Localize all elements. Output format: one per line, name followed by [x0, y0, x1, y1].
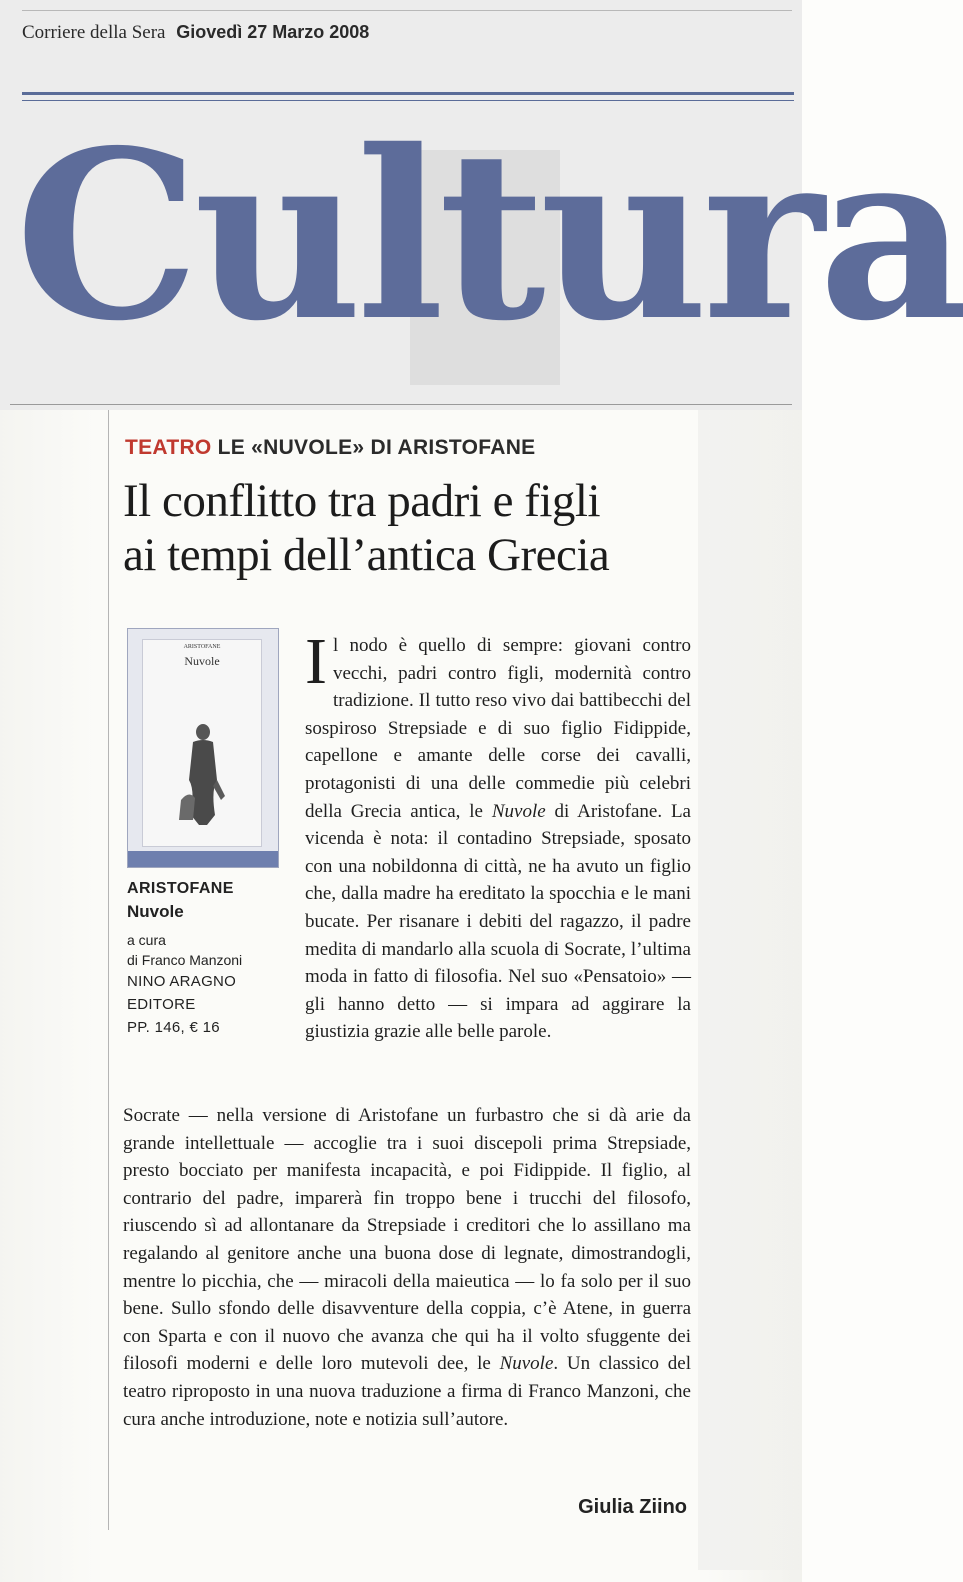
body-main-end: . Un classico del teatro riproposto in una nuova traduzione a firma di Franco Manzoni, che cura anche introduzione, note e notizia sull’autore.	[123, 1353, 691, 1430]
section-title: Cultura	[15, 99, 963, 372]
top-rule	[22, 10, 792, 11]
article	[108, 410, 699, 1530]
headline-line-1: Il conflitto tra padri e figli	[123, 475, 601, 527]
article-body-intro	[305, 625, 691, 1046]
kicker-text: LE «NUVOLE» DI ARISTOFANE	[217, 436, 536, 459]
cover-author: ARISTOFANE	[183, 644, 221, 650]
body-intro-italic: Nuvole	[491, 800, 546, 822]
newspaper-name: Corriere della Sera	[22, 22, 166, 43]
caption-publisher-1: NINO ARAGNO	[127, 973, 237, 990]
statue-figure-icon	[173, 720, 233, 830]
header-divider	[10, 404, 792, 405]
byline: Giulia Ziino	[578, 1496, 687, 1518]
drop-cap: I	[305, 625, 327, 698]
book-caption	[127, 878, 287, 1039]
book-cover-image	[127, 628, 279, 868]
body-main-italic: Nuvole	[499, 1353, 554, 1375]
book-cover-panel	[142, 639, 262, 847]
caption-price: PP. 146, € 16	[127, 1019, 220, 1036]
book-cover-band	[128, 851, 278, 867]
body-main-text: Socrate — nella versione di Aristofane un furbastro che si dà arie da grande intellettuale — accoglie tra i suoi discepoli prima Strepsiade, presto bocciato per manifesta incapacità, e poi Fidippide. Il figlio, al contrario del padre, imparerà fin troppo bene i trucchi del filosofo, riuscendo sì ad allontanare da Strepsiade i creditori che lo assillano ma regalando al genitore anche una buona dose di legnate, dimostrandogli, mentre lo picchia, che — miracoli della maieutica — lo fa solo per il suo bene. Sullo sfondo delle disavventure della coppia, c’è Atene, in guerra con Sparta e con il nuovo che avanza che qui ha il volto sfuggente dei filosofi moderni e delle loro mutevoli dee, le	[123, 1105, 691, 1375]
headline	[123, 474, 693, 582]
body-intro-rest: di Aristofane. La vicenda è nota: il contadino Strepsiade, sposato con una nobildonna di città, ne ha avuto un figlio che, dalla madre ha ereditato la spocchia e le mani bucate. Per risanare i debiti del ragazzo, il padre medita di mandarlo alla scuola di Socrate, l’ultima moda in fatto di filosofia. Nel suo «Pensatoio» — gli hanno detto — si impara ad aggirare la giustizia grazie alle belle parole.	[305, 800, 691, 1043]
article-body-main	[123, 1102, 691, 1433]
caption-publisher-2: EDITORE	[127, 996, 196, 1013]
headline-line-2: ai tempi dell’antica Grecia	[123, 529, 610, 581]
article-kicker	[125, 436, 535, 460]
issue-date: Giovedì 27 Marzo 2008	[176, 22, 370, 42]
caption-title: Nuvole	[127, 902, 184, 921]
cover-title: Nuvole	[184, 654, 220, 668]
bleed-through-margin	[698, 410, 802, 1570]
caption-curator-1: a cura	[127, 932, 166, 948]
caption-author: ARISTOFANE	[127, 880, 234, 897]
section-header	[0, 0, 963, 410]
kicker-tag: TEATRO	[125, 436, 212, 459]
masthead	[22, 22, 369, 44]
caption-curator-2: di Franco Manzoni	[127, 952, 243, 968]
body-intro-text: l nodo è quello di sempre: giovani contro vecchi, padri contro figli, modernità contro tradizione. Il tutto reso vivo dai battibecchi del sospiroso Strepsiade e di suo figlio Fidippide, capellone e amante delle corse dei cavalli, protagonisti di una delle commedie più celebri della Grecia antica, le	[305, 635, 691, 822]
